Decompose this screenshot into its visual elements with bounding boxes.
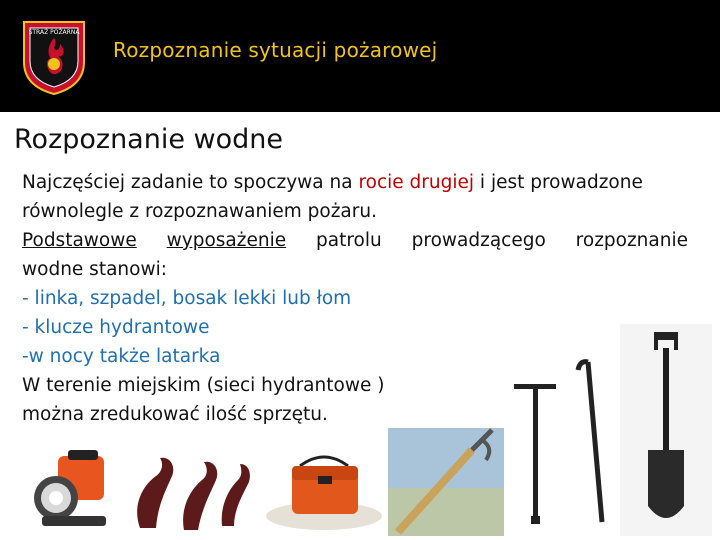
- header-bar: [0, 0, 720, 112]
- paragraph-2-line-2: wodne stanowi:: [22, 259, 167, 280]
- header-title: Rozpoznanie sytuacji pożarowej: [113, 38, 438, 62]
- paragraph-3-line-2: można zredukować ilość sprzętu.: [22, 404, 328, 425]
- paragraph-3-line-1: W terenie miejskim (sieci hydrantowe ): [22, 375, 385, 396]
- hydrant-key-t-image: [510, 378, 560, 528]
- svg-text:STRAŻ POŻARNA: STRAŻ POŻARNA: [28, 29, 80, 36]
- crowbar-image: [566, 356, 618, 530]
- fire-brigade-logo: [18, 16, 90, 96]
- rope-bag-image: [262, 446, 388, 534]
- flashlight-image: [28, 446, 112, 532]
- p1-text: Najczęściej zadanie to spoczywa na: [22, 172, 359, 193]
- list-item: -w nocy także latarka: [22, 346, 221, 367]
- paragraph-2-line-1: [22, 226, 688, 255]
- p2-underlined-2: wyposażenie: [166, 230, 287, 251]
- hydrant-keys-image: [122, 446, 256, 534]
- p1-text-end: i jest prowadzone równolegle z rozpoznawaniem pożaru.: [22, 172, 643, 222]
- list-item: - klucze hydrantowe: [22, 317, 210, 338]
- p2-underlined-1: Podstawowe: [22, 230, 137, 251]
- list-item: - linka, szpadel, bosak lekki lub łom: [22, 288, 352, 309]
- paragraph-1: [22, 168, 688, 226]
- boathook-image: [388, 428, 504, 536]
- p1-emphasis: rocie drugiej: [358, 172, 475, 193]
- section-title: Rozpoznanie wodne: [14, 124, 283, 155]
- shovel-image: [620, 324, 712, 536]
- p2-rest: patrolu prowadzącego rozpoznanie: [286, 230, 688, 251]
